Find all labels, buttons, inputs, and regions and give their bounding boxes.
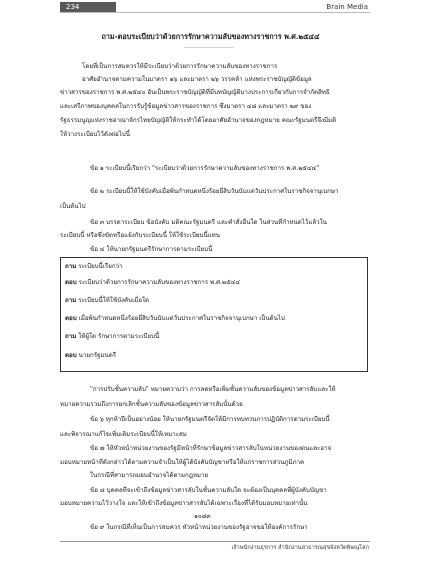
clause-line: ข้อ ๑ ระเบียบนี้เรียกว่า "ระเบียบว่าด้วยการรักษาความลับของทางราชการ พ.ศ.๒๕๔๔" <box>90 165 320 172</box>
clause-line: "การปรับชั้นความลับ" หมายความว่า การลดหรือเพิ่มชั้นความลับของข้อมูลข่าวสารลับและให้ <box>90 386 336 393</box>
qa-row <box>65 315 285 323</box>
clause-line: ข้อ ๗ ให้หัวหน้าหน่วยงานของรัฐมีหน้าที่รักษาข้อมูลข่าวสารลับในหน่วยงานของตนและอาจ <box>90 445 332 452</box>
qa-label: ตอบ <box>65 279 77 286</box>
page-footer: เจ้าพนักงานธุรการ สำนักงานสาธารณสุขจังหวัดพิษณุโลก <box>231 545 369 551</box>
qa-text: เมื่อพ้นกำหนดหนึ่งร้อยยี่สิบวันนับแต่วันประกาศในราชกิจจานุเบกษา เป็นต้นไป <box>78 315 285 322</box>
clause-line: ข้อ ๔ ให้นายกรัฐมนตรีรักษาการตามระเบียบนี้ <box>90 246 213 253</box>
title-underline: ------------------------- <box>183 45 235 51</box>
qa-label: ถาม <box>65 263 77 270</box>
clause-line: ข้อ ๒ ระเบียบนี้ให้ใช้บังคับเมื่อพ้นกำหนดหนึ่งร้อยยี่สิบวันนับแต่วันประกาศในราชกิจจานุเบกษา <box>90 188 339 195</box>
preamble-line: ให้วางระเบียบไว้ดังต่อไปนี้ <box>60 131 130 138</box>
clause-line: ในกรณีที่สามารถมอบอำนาจได้ตามกฎหมาย <box>90 472 209 479</box>
publisher-brand: Brain Media <box>326 3 368 11</box>
qa-summary-box <box>60 257 368 372</box>
clause-line: เป็นต้นไป <box>60 203 86 210</box>
clause-line: ระเบียบนี้ หรือซึ่งขัดหรือแย้งกับระเบียบนี้ ให้ใช้ระเบียบนี้แทน <box>60 232 220 239</box>
qa-label: ตอบ <box>65 315 77 322</box>
page-header <box>60 2 370 13</box>
qa-text: นายกรัฐมนตรี <box>78 352 117 359</box>
preamble-line: อาศัยอำนาจตามความในมาตรา ๑๖ และมาตรา ๒๖ วรรคห้า แห่งพระราชบัญญัติข้อมูล <box>82 76 312 83</box>
qa-row <box>65 279 240 287</box>
clause-line: ข้อ ๖ ทุกห้าปีเป็นอย่างน้อย ให้นายกรัฐมนตรีจัดให้มีการทบทวนการปฏิบัติการตามระเบียบนี้ <box>90 416 330 423</box>
document-title: ถาม-ตอบระเบียบว่าด้วยการรักษาความลับของทางราชการ พ.ศ.๒๕๔๔ <box>101 32 320 41</box>
footer-divider <box>60 541 370 542</box>
qa-text: ระเบียบว่าด้วยการรักษาความลับของทางราชการ พ.ศ.๒๕๔๔ <box>78 279 241 286</box>
qa-row <box>65 297 149 305</box>
qa-label: ตอบ <box>65 352 77 359</box>
clause-line: และพิจารณาแก้ไขเพิ่มเติมระเบียบนี้ให้เหมาะสม <box>60 431 187 438</box>
preamble-line: และเสรีภาพของบุคคลในการรับรู้ข้อมูลข่าวสารของราชการ ซึ่งมาตรา ๔๘ และมาตรา ๒๙ ของ <box>60 103 312 110</box>
qa-text: ระเบียบนี้ให้ใช้บังคับเมื่อใด <box>78 297 150 304</box>
preamble-line: ข่าวสารของราชการ พ.ศ.๒๕๔๐ อันเป็นพระราชบัญญัติที่มีบทบัญญัติบางประการเกี่ยวกับการจำกัดสิทธิ <box>60 89 330 96</box>
preamble-line: โดยที่เป็นการสมควรให้มีระเบียบว่าด้วยการรักษาความลับของทางราชการ <box>82 63 278 70</box>
clause-line: หมายความรวมถึงการยกเลิกชั้นความลับของข้อมูลข่าวสารลับนั้นด้วย <box>60 401 243 408</box>
clause-line: ข้อ ๘ บุคคลที่จะเข้าถึงข้อมูลข่าวสารลับในชั้นความลับใด จะต้องเป็นบุคคลที่ผู้บังคับบัญชา <box>90 487 327 494</box>
page-number: 234 <box>60 2 116 12</box>
qa-text: ให้ผู้ใด รักษาการตามระเบียบนี้ <box>78 333 160 340</box>
qa-text: ระเบียบนี้เรียกว่า <box>78 263 123 270</box>
preamble-line: รัฐธรรมนูญแห่งราชอาณาจักรไทยบัญญัติให้กระทำได้โดยอาศัยอำนาจของกฎหมาย คณะรัฐมนตรีจึงมีมติ <box>60 117 337 124</box>
qa-label: ถาม <box>65 297 77 304</box>
qa-label: ถาม <box>65 333 77 340</box>
qa-row <box>65 333 159 341</box>
clause-line: ข้อ ๙ ในกรณีที่เห็นเป็นการสมควร หัวหน้าหน่วยงานของรัฐอาจขอให้องค์การรักษา <box>90 524 308 531</box>
inline-page-number: ๑๐๘๓ <box>194 513 211 520</box>
clause-line: ข้อ ๓ บรรดาระเบียบ ข้อบังคับ มติคณะรัฐมนตรี และคำสั่งอื่นใด ในส่วนที่กำหนดไว้แล้วใน <box>90 219 327 226</box>
clause-line: มอบหมายหน้าที่ดังกล่าวได้ตามความจำเป็นให้ผู้ได้บังคับบัญชาหรือให้แก่ราชการส่วนภูมิภาค <box>60 459 305 466</box>
qa-row <box>65 352 116 360</box>
clause-line: มอบหมายความไว้วางใจ และให้เข้าถึงข้อมูลข่าวสารลับได้เฉพาะเรื่องที่ได้รับมอบหมายเท่านั้น <box>60 500 308 507</box>
qa-row <box>65 263 123 271</box>
